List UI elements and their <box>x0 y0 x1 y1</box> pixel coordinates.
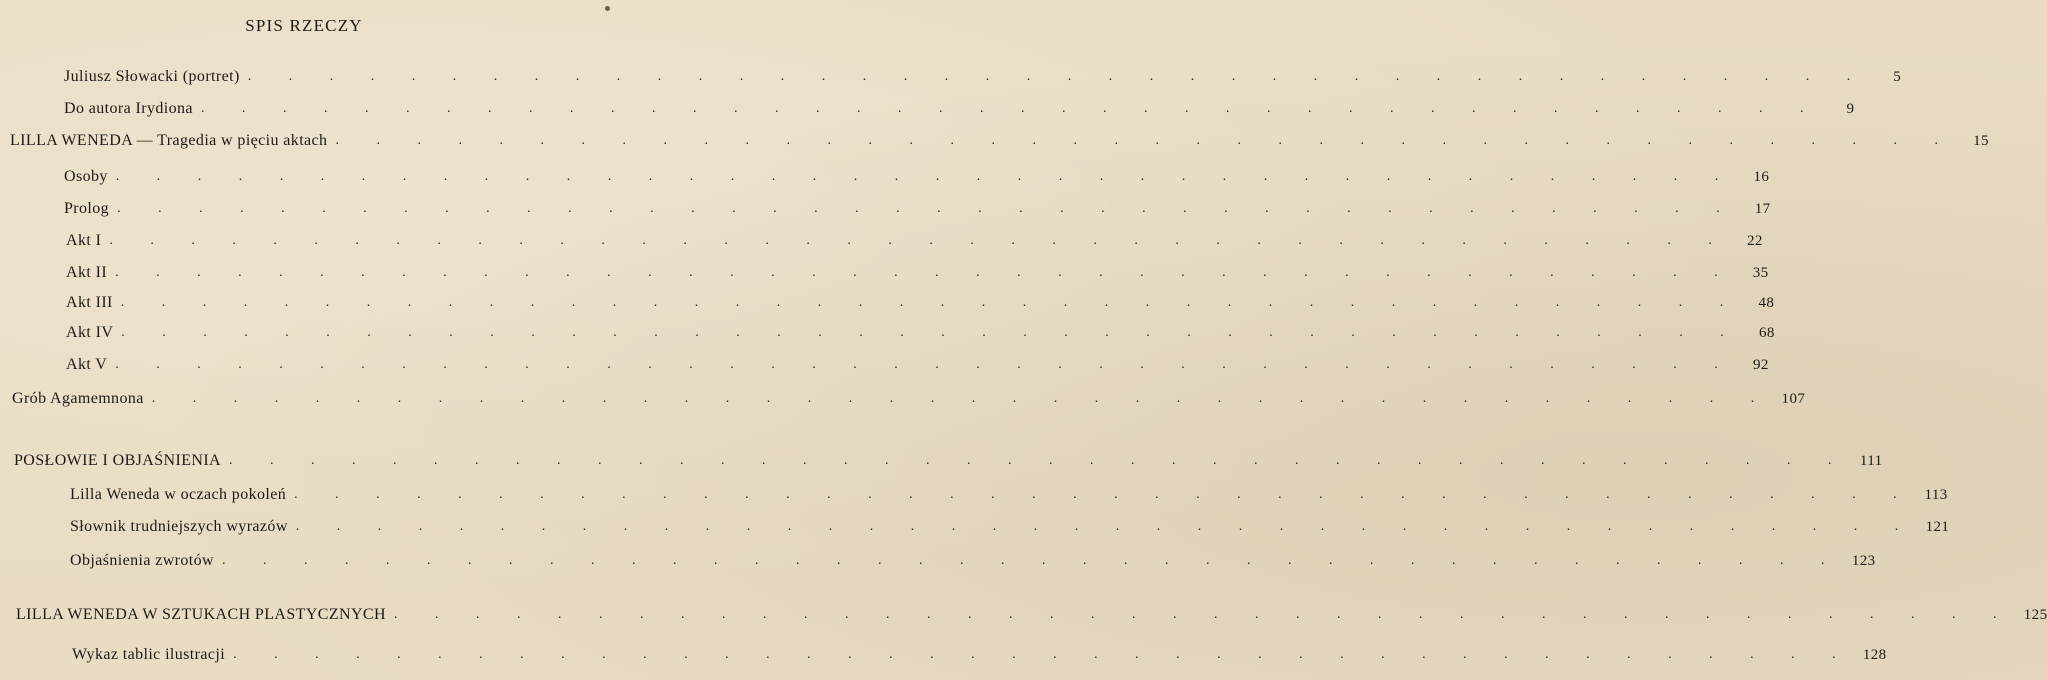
toc-entry-label: Objaśnienia zwrotów <box>70 552 215 569</box>
toc-entry <box>64 60 1902 86</box>
toc-entry-page: 92 <box>1752 357 1769 373</box>
toc-entry-page: 125 <box>2023 607 2047 623</box>
toc-entry-page: 107 <box>1781 391 1806 407</box>
toc-entry-page: 9 <box>1846 101 1855 117</box>
toc-entry-label: Słownik trudniejszych wyrazów <box>70 518 288 535</box>
toc-entry-label: POSŁOWIE I OBJAŚNIENIA <box>14 452 222 469</box>
toc-entry-page: 48 <box>1758 295 1775 311</box>
toc-leader-dots: . . . . . . . . . . . . . . . . . . . . . . . . . . . . . . . . . . . . . . . . <box>335 133 1955 148</box>
toc-entry-page: 15 <box>1973 133 1989 149</box>
page-title: SPIS RZECZY <box>245 16 363 35</box>
toc-entry <box>14 444 1883 470</box>
toc-entry <box>10 124 1989 150</box>
toc-entry <box>72 638 1887 664</box>
toc-entry <box>12 382 1806 408</box>
toc-leader-dots: . . . . . . . . . . . . . . . . . . . . . . . . . . . . . . . . . . . . . . . . <box>109 233 1729 248</box>
toc-entry <box>66 224 1763 250</box>
toc-entry <box>66 348 1769 374</box>
toc-leader-dots: . . . . . . . . . . . . . . . . . . . . . . . . . . . . . . . . . . . . . . . . <box>222 553 1842 568</box>
toc-entry-page: 128 <box>1862 647 1887 663</box>
toc-entry <box>66 256 1769 282</box>
toc-entry-label: Akt II <box>66 264 108 281</box>
toc-leader-dots: . . . . . . . . . . . . . . . . . . . . . . . . . . . . . . . . . . . . . . . . <box>229 453 1849 468</box>
toc-leader-dots: . . . . . . . . . . . . . . . . . . . . . . . . . . . . . . . . . . . . . . . . <box>120 295 1741 310</box>
toc-entry-label: Wykaz tablic ilustracji <box>72 646 226 663</box>
toc-entry-page: 68 <box>1758 325 1775 341</box>
toc-entry-label: LILLA WENEDA — Tragedia w pięciu aktach <box>10 132 328 149</box>
toc-entry-label: Osoby <box>64 168 108 185</box>
toc-entry <box>70 544 1876 570</box>
toc-leader-dots: . . . . . . . . . . . . . . . . . . . . . . . . . . . . . . . . . . . . . . . . <box>294 487 1914 502</box>
toc-entry-page: 111 <box>1859 453 1883 469</box>
toc-leader-dots: . . . . . . . . . . . . . . . . . . . . . . . . . . . . . . . . . . . . . . . . <box>115 265 1735 280</box>
toc-leader-dots: . . . . . . . . . . . . . . . . . . . . . . . . . . . . . . . . . . . . . . . . <box>151 391 1772 406</box>
toc-entry-label: LILLA WENEDA W SZTUKACH PLASTYCZNYCH <box>16 606 386 623</box>
toc-leader-dots: . . . . . . . . . . . . . . . . . . . . . . . . . . . . . . . . . . . . . . . . <box>121 325 1741 340</box>
toc-leader-dots: . . . . . . . . . . . . . . . . . . . . . . . . . . . . . . . . . . . . . . . . <box>115 169 1736 184</box>
toc-entry-label: Akt IV <box>66 324 114 341</box>
toc-leader-dots: . . . . . . . . . . . . . . . . . . . . . . . . . . . . . . . . . . . . . . . . <box>117 201 1737 216</box>
toc-entry-label: Lilla Weneda w oczach pokoleń <box>70 486 287 503</box>
toc-entry <box>64 92 1855 118</box>
toc-entry <box>64 160 1770 186</box>
toc-entry <box>66 286 1775 312</box>
toc-entry-page: 22 <box>1747 233 1763 249</box>
toc-leader-dots: . . . . . . . . . . . . . . . . . . . . . . . . . . . . . . . . . . . . . . . . <box>295 519 1916 534</box>
toc-leader-dots: . . . . . . . . . . . . . . . . . . . . . . . . . . . . . . . . . . . . . . . . <box>247 69 1868 84</box>
toc-entry <box>70 478 1948 504</box>
toc-entry-label: Akt I <box>66 232 102 249</box>
toc-entry-label: Akt V <box>66 356 108 373</box>
toc-entry-page: 113 <box>1924 487 1948 503</box>
toc-entry-page: 17 <box>1754 201 1771 217</box>
toc-entry-label: Prolog <box>64 200 110 217</box>
toc-entry <box>16 598 2047 624</box>
ink-spot <box>605 6 610 11</box>
toc-entry <box>70 510 1950 536</box>
toc-leader-dots: . . . . . . . . . . . . . . . . . . . . . . . . . . . . . . . . . . . . . . . . <box>115 357 1735 372</box>
toc-entry <box>64 192 1771 218</box>
toc-entry-page: 16 <box>1753 169 1770 185</box>
toc-entry <box>66 316 1775 342</box>
toc-entry-label: Akt III <box>66 294 113 311</box>
toc-leader-dots: . . . . . . . . . . . . . . . . . . . . . . . . . . . . . . . . . . . . . . . . <box>233 647 1853 662</box>
toc-entry-page: 123 <box>1851 553 1876 569</box>
toc-entry-label: Grób Agamemnona <box>12 390 144 407</box>
toc-entry-page: 5 <box>1893 69 1902 85</box>
toc-entry-label: Do autora Irydiona <box>64 100 193 117</box>
toc-entry-page: 121 <box>1925 519 1950 535</box>
toc-entry-label: Juliusz Słowacki (portret) <box>64 68 240 85</box>
toc-leader-dots: . . . . . . . . . . . . . . . . . . . . . . . . . . . . . . . . . . . . . . . . <box>200 101 1821 116</box>
toc-leader-dots: . . . . . . . . . . . . . . . . . . . . . . . . . . . . . . . . . . . . . . . . <box>393 607 2014 622</box>
toc-entry-page: 35 <box>1752 265 1769 281</box>
